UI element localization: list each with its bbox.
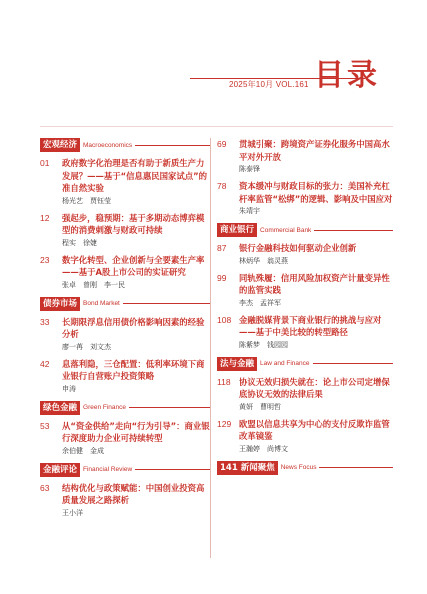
entry-title: 资本缓冲与财政目标的张力：美国补充杠杆率监管“松绑”的逻辑、影响及中国应对 <box>239 181 393 204</box>
section-tag: 141 新闻聚焦 <box>217 461 278 475</box>
toc-entry[interactable] <box>217 242 393 267</box>
toc-entry[interactable] <box>40 316 210 353</box>
entry-body <box>239 376 393 413</box>
entry-page-number: 53 <box>40 420 50 431</box>
entry-body <box>239 418 393 455</box>
toc-entry[interactable] <box>40 482 210 519</box>
entry-page-number: 63 <box>40 482 50 493</box>
section-tag: 债券市场 <box>40 297 80 311</box>
entry-title: 数字化转型、企业创新与全要素生产率——基于A股上市公司的实证研究 <box>62 254 205 277</box>
toc-entry[interactable] <box>217 180 393 217</box>
column-divider <box>210 138 211 558</box>
entry-page-number: 87 <box>217 243 227 253</box>
entry-title: 欧盟以信息共享为中心的支付反欺诈监管改革镜鉴 <box>239 418 390 441</box>
toc-section <box>40 463 210 519</box>
toc-entry[interactable] <box>217 376 393 413</box>
section-tag: 商业银行 <box>217 223 257 237</box>
section-header <box>40 297 210 311</box>
section-english-name: Green Finance <box>83 404 127 411</box>
section-rule <box>123 303 210 304</box>
entry-title: 同轨殊履：信用风险加权资产计量变异性的监管实践 <box>239 272 390 295</box>
entry-body <box>239 138 393 175</box>
entry-authors: 陈泰锋 <box>239 165 260 173</box>
section-english-name: Bond Market <box>83 300 120 307</box>
section-rule <box>135 469 210 470</box>
section-header <box>217 461 393 475</box>
section-tag: 金融评论 <box>40 463 80 477</box>
entry-authors: 王瀚婷 尚博文 <box>239 444 288 453</box>
toc-section <box>40 297 210 395</box>
entry-page-number: 33 <box>40 316 50 327</box>
entry-body <box>62 482 210 519</box>
section-rule <box>135 145 210 146</box>
page-header <box>0 0 427 120</box>
toc-section <box>40 401 210 457</box>
section-tag: 绿色金融 <box>40 401 80 415</box>
toc-section <box>217 223 393 351</box>
toc-section <box>217 138 393 217</box>
entry-authors: 杨光艺 贾钰莹 <box>62 196 111 205</box>
entry-body <box>62 316 210 353</box>
entry-title: 金融脱媒背景下商业银行的挑战与应对——基于中美比较的转型路径 <box>239 314 382 337</box>
toc-entry[interactable] <box>40 358 210 395</box>
entry-body <box>62 254 210 291</box>
section-header <box>217 223 393 237</box>
entry-authors: 王小洋 <box>62 508 83 517</box>
section-rule <box>129 407 210 408</box>
entry-body <box>62 420 210 457</box>
entry-title: 长期限浮息信用债价格影响因素的经验分析 <box>62 316 205 339</box>
entry-body <box>62 157 210 207</box>
section-tag: 法与金融 <box>217 357 257 371</box>
entry-page-number: 42 <box>40 358 50 369</box>
section-rule <box>313 363 393 364</box>
right-column <box>217 138 393 481</box>
entry-title: 从“资金供给”走向“行为引导”：商业银行深度助力企业可持续转型 <box>62 420 210 443</box>
entry-title: 银行金融科技如何驱动企业创新 <box>239 243 357 253</box>
toc-section <box>217 461 393 475</box>
entry-page-number: 78 <box>217 181 227 191</box>
section-english-name: Financial Review <box>83 466 133 473</box>
entry-authors: 余伯健 金成 <box>62 446 104 455</box>
entry-authors: 朱靖宇 <box>239 207 260 215</box>
top-divider <box>40 126 393 127</box>
entry-title: 协议无效归损失就在：论上市公司定增保底协议无效的法律后果 <box>239 376 390 399</box>
entry-page-number: 129 <box>217 418 232 429</box>
entry-body <box>239 242 393 267</box>
section-tag: 宏观经济 <box>40 138 80 152</box>
entry-page-number: 69 <box>217 139 227 149</box>
toc-entry[interactable] <box>40 212 210 249</box>
entry-body <box>239 314 393 351</box>
entry-page-number: 108 <box>217 314 232 325</box>
issue-info: 2025年10月 VOL.161 <box>229 80 309 89</box>
entry-authors: 李杰 孟祥军 <box>239 298 281 307</box>
page-title: 目录 <box>314 58 380 93</box>
section-rule <box>314 230 393 231</box>
entry-title: 强起步，稳预期：基于多期动态博弈模型的消费刺激与财政可持续 <box>62 212 205 235</box>
section-header <box>217 357 393 371</box>
entry-title: 结构优化与政策赋能：中国创业投资高质量发展之路探析 <box>62 482 205 505</box>
toc-entry[interactable] <box>40 254 210 291</box>
entry-body <box>62 358 210 395</box>
entry-title: 政府数字化治理是否有助于新质生产力发展？——基于“信息惠民国家试点”的准自然实验 <box>62 158 208 193</box>
entry-authors: 陈紫梦 钱园园 <box>239 340 288 349</box>
entry-body <box>239 180 393 217</box>
toc-section <box>217 357 393 455</box>
entry-page-number: 99 <box>217 272 227 283</box>
section-english-name: Macroeconomics <box>83 141 133 149</box>
entry-page-number: 118 <box>217 376 231 387</box>
section-header <box>40 463 210 477</box>
entry-authors: 廖一苒 刘文杰 <box>62 342 111 351</box>
section-english-name: Commercial Bank <box>260 226 312 234</box>
section-rule <box>319 467 393 468</box>
entry-title: 贯城引聚：跨境资产证券化服务中国高水平对外开放 <box>239 139 390 162</box>
entry-authors: 黄妍 曹明哲 <box>239 402 281 411</box>
toc-section <box>40 138 210 291</box>
toc-entry[interactable] <box>217 138 393 175</box>
toc-entry[interactable] <box>217 314 393 351</box>
entry-title: 息落利隐，三仓配置：低利率环境下商业银行自营账户投资策略 <box>62 358 205 381</box>
entry-body <box>239 272 393 309</box>
toc-entry[interactable] <box>217 418 393 455</box>
toc-entry[interactable] <box>217 272 393 309</box>
entry-page-number: 23 <box>40 254 50 265</box>
toc-entry[interactable] <box>40 420 210 457</box>
left-column <box>40 138 210 525</box>
entry-authors: 申涛 <box>62 384 76 393</box>
toc-entry[interactable] <box>40 157 210 207</box>
section-header <box>40 401 210 415</box>
entry-page-number: 01 <box>40 158 50 168</box>
entry-page-number: 12 <box>40 212 50 223</box>
section-english-name: Law and Finance <box>260 360 310 367</box>
entry-authors: 林炳华 翁灵燕 <box>239 256 288 265</box>
entry-body <box>62 212 210 249</box>
section-english-name: News Focus <box>280 464 317 471</box>
section-header <box>40 138 210 152</box>
entry-authors: 程实 徐婕 <box>62 238 97 247</box>
entry-authors: 张卓 曾刚 李一民 <box>62 280 125 289</box>
